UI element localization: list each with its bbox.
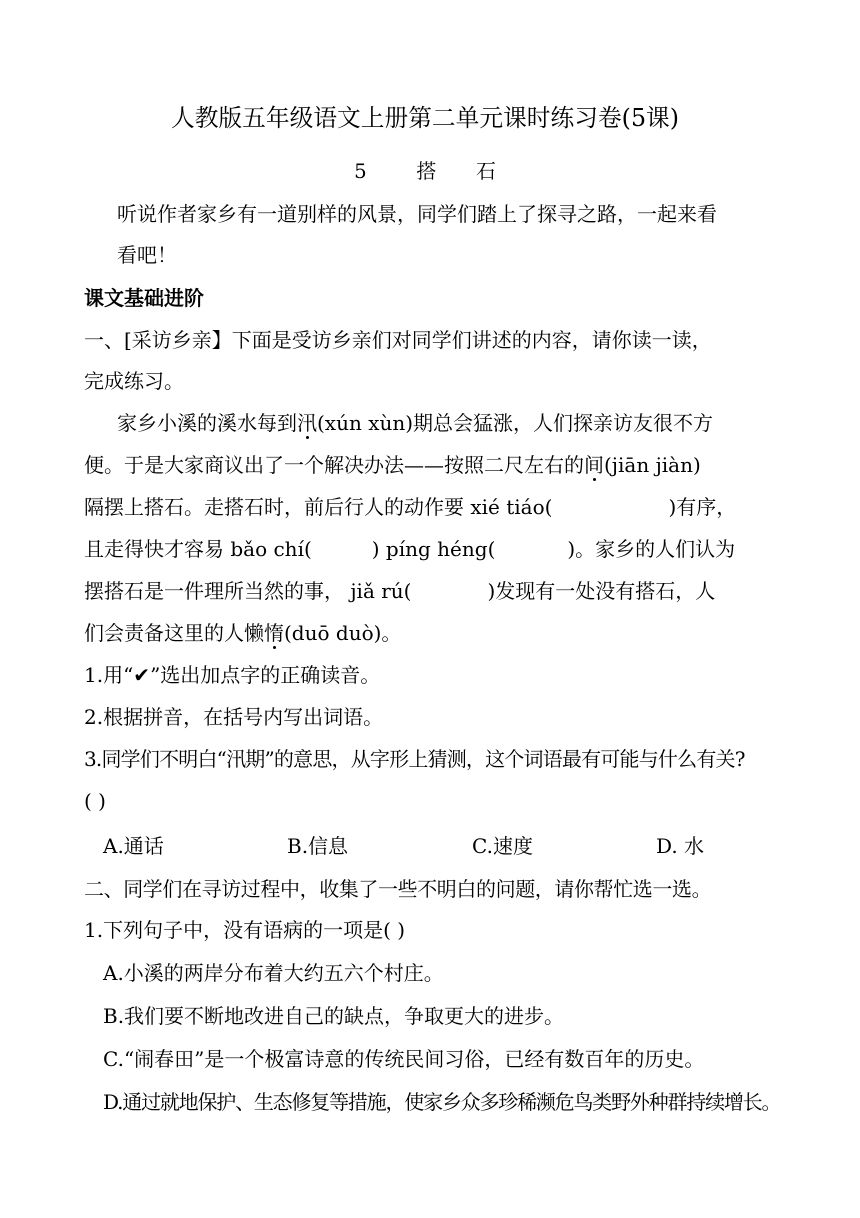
option-c[interactable]: C.速度 bbox=[472, 834, 533, 858]
dotted-char-duo: 惰 bbox=[264, 621, 284, 645]
part2-option-b[interactable]: B.我们要不断地改进自己的缺点，争取更大的进步。 bbox=[103, 1004, 565, 1028]
dotted-char-xun: 汛 bbox=[297, 411, 317, 435]
lesson-char-2: 石 bbox=[476, 159, 496, 183]
passage-line-2: 便。于是大家商议出了一个解决办法——按照二尺左右的间(jiān jiàn) bbox=[84, 453, 701, 477]
question-3-answer-paren[interactable]: ( ) bbox=[84, 789, 106, 813]
part2-option-a[interactable]: A.小溪的两岸分布着大约五六个村庄。 bbox=[103, 961, 444, 985]
section-heading: 课文基础进阶 bbox=[84, 286, 204, 310]
passage-line-6: 们会责备这里的人懒惰(duō duò)。 bbox=[84, 621, 402, 645]
passage-line-4: 且走得快才容易 bǎo chí( ) píng héng( )。家乡的人们认为 bbox=[84, 537, 736, 561]
dotted-char-jian: 间 bbox=[584, 453, 604, 477]
part2-instruction: 二、同学们在寻访过程中，收集了一些不明白的问题，请你帮忙选一选。 bbox=[84, 877, 712, 901]
passage-line-3: 隔摆上搭石。走搭石时，前后行人的动作要 xié tiáo( )有序， bbox=[84, 495, 737, 519]
page-title: 人教版五年级语文上册第二单元课时练习卷(5课) bbox=[170, 104, 680, 132]
intro-line-1: 听说作者家乡有一道别样的风景，同学们踏上了探寻之路，一起来看 bbox=[117, 202, 717, 226]
option-d[interactable]: D. 水 bbox=[656, 834, 705, 858]
passage-line-1: 家乡小溪的溪水每到汛(xún xùn)期总会猛涨，人们探亲访友很不方 bbox=[117, 411, 714, 435]
lesson-title bbox=[0, 157, 850, 185]
part2-option-c[interactable]: C.“闹春田”是一个极富诗意的传统民间习俗，已经有数百年的历史。 bbox=[103, 1047, 705, 1071]
part1-instruction-line-2: 完成练习。 bbox=[84, 369, 184, 393]
part2-question-1: 1.下列句子中，没有语病的一项是( ) bbox=[84, 918, 406, 942]
part1-instruction-line-1: 一、[采访乡亲】下面是受访乡亲们对同学们讲述的内容，请你读一读， bbox=[84, 328, 712, 352]
lesson-char-1: 搭 bbox=[416, 159, 437, 183]
question-1: 1.用“✔”选出加点字的正确读音。 bbox=[84, 663, 381, 687]
question-3: 3.同学们不明白“汛期”的意思，从字形上猜测，这个词语最有可能与什么有关? bbox=[84, 747, 745, 771]
part2-option-d[interactable]: D.通过就地保护、生态修复等措施，使家乡众多珍稀濒危鸟类野外种群持续增长。 bbox=[103, 1090, 781, 1114]
lesson-number: 5 bbox=[354, 159, 367, 183]
intro-line-2: 看吧！ bbox=[117, 243, 177, 267]
passage-line-5: 摆搭石是一件理所当然的事， jiǎ rú( )发现有一处没有搭石，人 bbox=[84, 579, 716, 603]
question-2: 2.根据拼音，在括号内写出词语。 bbox=[84, 705, 384, 729]
option-a[interactable]: A.通话 bbox=[103, 834, 164, 858]
option-b[interactable]: B.信息 bbox=[287, 834, 349, 858]
